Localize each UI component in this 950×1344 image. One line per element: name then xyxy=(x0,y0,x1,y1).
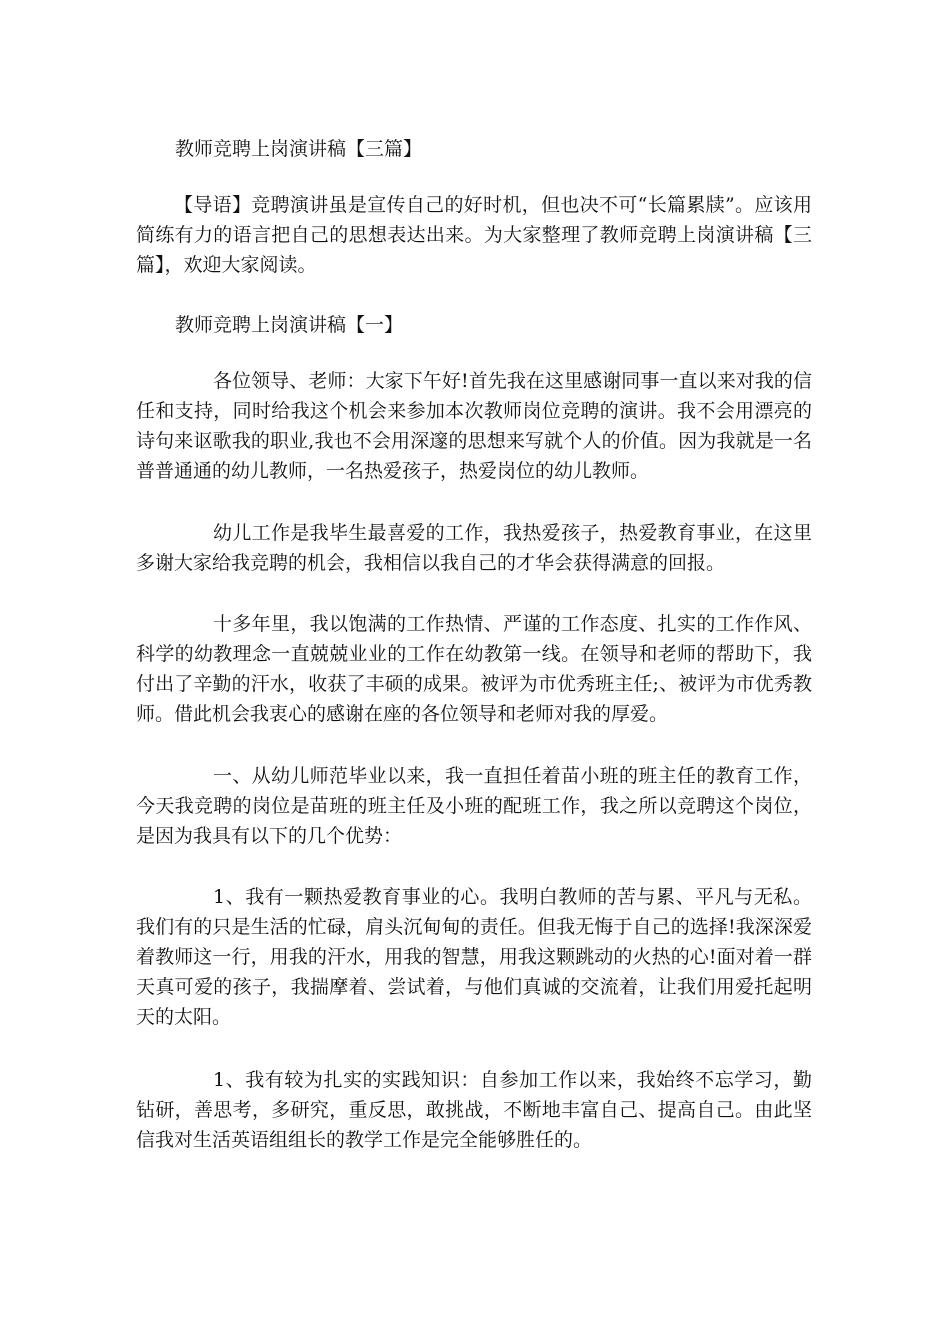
intro-paragraph: 【导语】竞聘演讲虽是宣传自己的好时机，但也决不可“长篇累牍”。应该用简练有力的语言把自己的思想表达出来。为大家整理了教师竞聘上岗演讲稿【三篇】，欢迎大家阅读。 xyxy=(136,194,812,276)
body-paragraph: 幼儿工作是我毕生最喜爱的工作，我热爱孩子，热爱教育事业，在这里多谢大家给我竞聘的机会，我相信以我自己的才华会获得满意的回报。 xyxy=(136,522,812,574)
section-title: 教师竞聘上岗演讲稿【一】 xyxy=(175,314,404,336)
body-paragraph: 1、我有一颗热爱教育事业的心。我明白教师的苦与累、平凡与无私。我们有的只是生活的忙碌，肩头沉甸甸的责任。但我无悔于自己的选择!我深深爱着教师这一行，用我的汗水，用我的智慧，用我这颗跳动的火热的心!面对着一群天真可爱的孩子，我揣摩着、尝试着，与他们真诚的交流着，让我们用爱托起明天的太阳。 xyxy=(136,886,812,1028)
body-paragraph: 一、从幼儿师范毕业以来，我一直担任着苗小班的班主任的教育工作，今天我竞聘的岗位是苗班的班主任及小班的配班工作，我之所以竞聘这个岗位，是因为我具有以下的几个优势： xyxy=(136,765,812,847)
body-paragraph: 各位领导、老师：大家下午好!首先我在这里感谢同事一直以来对我的信任和支持，同时给我这个机会来参加本次教师岗位竞聘的演讲。我不会用漂亮的诗句来讴歌我的职业,我也不会用深邃的思想来写就个人的价值。因为我就是一名普普通通的幼儿教师，一名热爱孩子，热爱岗位的幼儿教师。 xyxy=(136,370,812,482)
document-title: 教师竞聘上岗演讲稿【三篇】 xyxy=(175,138,423,160)
body-paragraph: 1、我有较为扎实的实践知识：自参加工作以来，我始终不忘学习，勤钻研，善思考，多研究，重反思，敢挑战，不断地丰富自己、提高自己。由此坚信我对生活英语组组长的教学工作是完全能够胜任的。 xyxy=(136,1069,812,1151)
body-paragraph: 十多年里，我以饱满的工作热情、严谨的工作态度、扎实的工作作风、科学的幼教理念一直兢兢业业的工作在幼教第一线。在领导和老师的帮助下，我付出了辛勤的汗水，收获了丰硕的成果。被评为市优秀班主任;、被评为市优秀教师。借此机会我衷心的感谢在座的各位领导和老师对我的厚爱。 xyxy=(136,613,812,725)
